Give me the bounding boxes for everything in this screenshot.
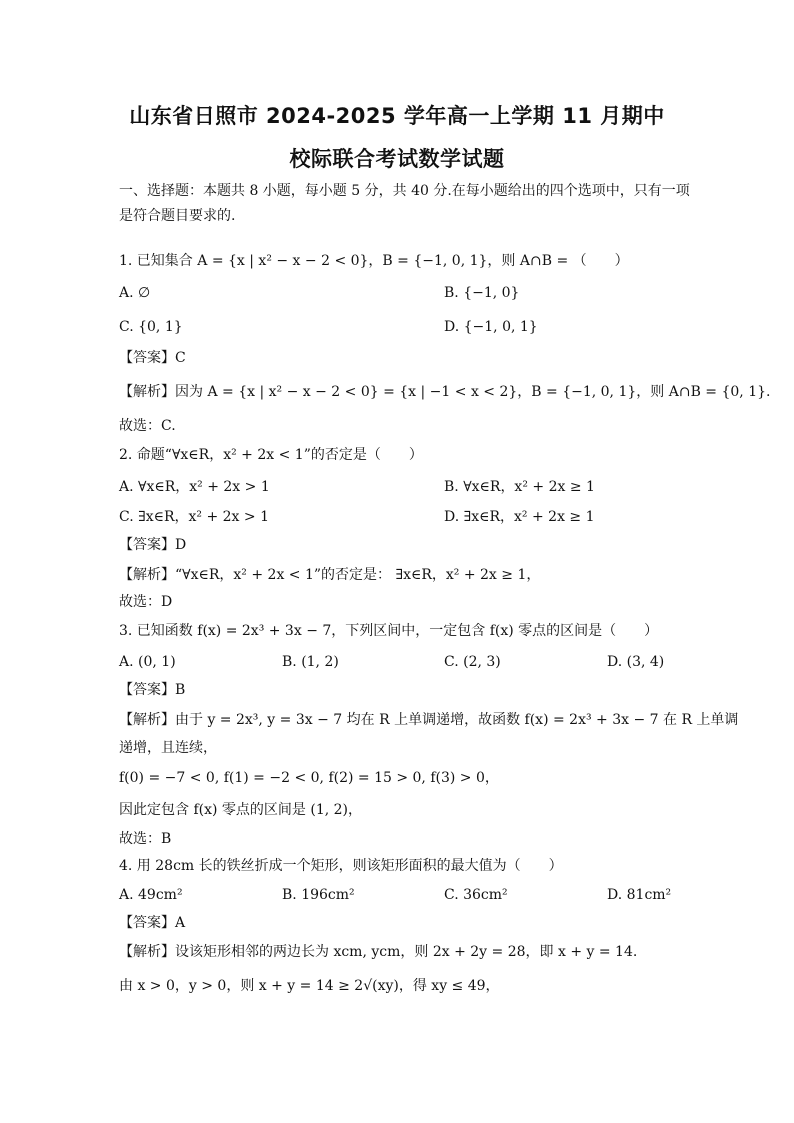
q1-option-c: C. {0, 1} [119,319,183,335]
q1-answer: 【答案】C [119,350,186,366]
q2-stem: 2. 命题“∀x∈R，x² + 2x < 1”的否定是（ ） [119,447,423,463]
q2-options-row-2 [119,507,679,527]
q3-analysis-line-4: 因此定包含 f(x) 零点的区间是 (1, 2)， [119,802,362,818]
q3-option-b: B. (1, 2) [282,654,339,670]
q2-conclusion: 故选：D [119,594,173,610]
q4-analysis-line-2: 由 x > 0，y > 0，则 x + y = 14 ≥ 2√(xy)，得 xy ≤ 49， [119,978,500,994]
q1-option-d: D. {−1, 0, 1} [444,319,538,335]
q1-option-a: A. ∅ [119,285,151,301]
q2-options-row-1 [119,477,679,497]
q3-conclusion: 故选：B [119,831,172,847]
q4-answer: 【答案】A [119,915,186,931]
section-intro-line-1: 一、选择题：本题共 8 小题，每小题 5 分，共 40 分.在每小题给出的四个选项中，只有一项 [119,183,690,199]
q3-option-c: C. (2, 3) [444,654,501,670]
q1-analysis: 【解析】因为 A = {x | x² − x − 2 < 0} = {x | −1 < x < 2}，B = {−1, 0, 1}，则 A∩B = {0, 1}. [119,384,771,400]
q2-option-b: B. ∀x∈R，x² + 2x ≥ 1 [444,479,595,495]
q2-option-a: A. ∀x∈R，x² + 2x > 1 [119,479,270,495]
q2-analysis: 【解析】“∀x∈R，x² + 2x < 1”的否定是： ∃x∈R，x² + 2x ≥ 1， [119,567,541,583]
q3-analysis-line-3: f(0) = −7 < 0, f(1) = −2 < 0, f(2) = 15 > 0, f(3) > 0， [119,770,499,786]
q4-option-b: B. 196cm² [282,887,355,903]
q1-stem: 1. 已知集合 A = {x | x² − x − 2 < 0}，B = {−1, 0, 1}，则 A∩B = （ ） [119,253,629,269]
q3-analysis-line-2: 递增，且连续， [119,740,217,756]
q2-option-d: D. ∃x∈R，x² + 2x ≥ 1 [444,509,595,525]
q1-conclusion: 故选：C. [119,418,176,434]
q4-option-c: C. 36cm² [444,887,508,903]
q3-answer: 【答案】B [119,682,186,698]
q2-answer: 【答案】D [119,537,187,553]
q1-options-row-1 [119,283,679,303]
q3-option-a: A. (0, 1) [119,654,176,670]
q1-options-row-2 [119,317,679,337]
title-line-1: 山东省日照市 2024-2025 学年高一上学期 11 月期中 [129,104,665,128]
q1-option-b: B. {−1, 0} [444,285,520,301]
q4-analysis-line-1: 【解析】设该矩形相邻的两边长为 xcm, ycm，则 2x + 2y = 28，即 x + y = 14. [119,944,638,960]
q2-option-c: C. ∃x∈R，x² + 2x > 1 [119,509,269,525]
q4-option-d: D. 81cm² [607,887,672,903]
q3-stem: 3. 已知函数 f(x) = 2x³ + 3x − 7，下列区间中，一定包含 f(x) 零点的区间是（ ） [119,623,659,639]
title-line-2: 校际联合考试数学试题 [289,147,505,171]
q4-option-a: A. 49cm² [119,887,183,903]
q3-analysis-line-1: 【解析】由于 y = 2x³, y = 3x − 7 均在 R 上单调递增，故函数 f(x) = 2x³ + 3x − 7 在 R 上单调 [119,712,739,728]
q3-option-d: D. (3, 4) [607,654,665,670]
q4-stem: 4. 用 28cm 长的铁丝折成一个矩形，则该矩形面积的最大值为（ ） [119,858,563,874]
section-intro-line-2: 是符合题目要求的. [119,208,236,224]
